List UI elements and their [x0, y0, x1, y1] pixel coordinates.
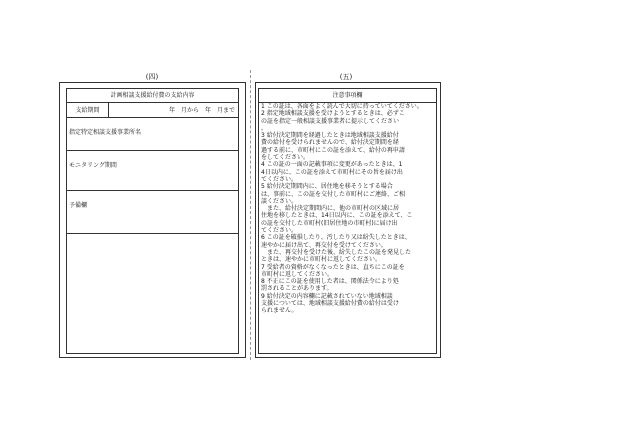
- benefit-title-row: [67, 89, 238, 103]
- office-label: 指定特定相談支援事業所名: [69, 129, 142, 136]
- note-line: 7 受給者の資格がなくなったときは、直ちにこの証を: [261, 263, 405, 271]
- note-line: 6 この証を破損したり、汚したり又は紛失したときは、: [261, 234, 411, 242]
- note-line: 。: [261, 124, 268, 132]
- note-line: の証を交付した市町村(旧居住地の市町村)に届け出: [261, 219, 398, 227]
- note-line: 1 この証は、各面をよく読んで大切に持っていてください。: [261, 103, 423, 110]
- caution-notes: [259, 103, 436, 353]
- benefit-table-title: 計画相談支援給付費の支給内容: [110, 92, 195, 99]
- note-line: 費の給付を受けられませんので、給付決定期間を経: [261, 139, 399, 147]
- office-section: [67, 118, 238, 151]
- benefit-content-table: [66, 88, 239, 354]
- note-line: られません。: [261, 307, 298, 315]
- note-line: また、再交付を受けた後、紛失したこの証を発見した: [261, 248, 412, 256]
- note-line: 4 この証の一面の記載事項に変更があったときは、1: [261, 161, 403, 169]
- note-line: 過する前に、市町村にこの証を添えて、給付の再申請: [261, 146, 405, 154]
- note-line: 3 給付決定期間を経過したときは地域相談支援給付: [261, 132, 399, 140]
- note-line: 市町村に返してください。: [261, 270, 334, 278]
- note-line: 罰されることがあります。: [261, 285, 333, 293]
- period-row: [67, 103, 238, 118]
- note-line: 5 給付決定期間内に、居住地を移そうとする場合: [261, 183, 393, 191]
- blank-section: [67, 234, 238, 354]
- note-line: 支援については、地域相談支援給付費の給付は受け: [261, 300, 399, 308]
- note-line: 2 指定地域相談支援を受けようとするときは、必ずこ: [261, 110, 405, 118]
- note-line: ときは、速やかに市町村に返してください。: [261, 256, 382, 264]
- note-line: 8 不正にこの証を使用した者は、関係法令により処: [261, 278, 399, 286]
- note-line: 住地を移したときは、14日以内に、この証を添えて、こ: [261, 212, 413, 220]
- note-line: 談ください。: [261, 197, 298, 205]
- caution-title: 注意事項欄: [332, 92, 363, 99]
- period-from: 年 月から: [168, 106, 199, 114]
- monitoring-label: モニタリング期間: [69, 162, 117, 169]
- period-to: 年 月まで: [204, 106, 235, 114]
- note-line: 速やかに届け出て、再交付を受けてください。: [261, 241, 387, 249]
- note-line: また、給付決定期間内に、他の市町村の区域に居: [261, 205, 400, 213]
- caution-title-row: [259, 89, 436, 103]
- center-fold-line: [250, 70, 251, 360]
- notes-label: 予備欄: [69, 202, 88, 209]
- note-line: は、事前に、この証を交付した市町村にご連絡、ご相: [261, 190, 406, 198]
- note-line: てください。: [261, 175, 298, 183]
- notes-section: [67, 191, 238, 234]
- note-line: をしてください。: [261, 154, 310, 162]
- monitoring-section: [67, 151, 238, 191]
- note-line: 4日以内に、この証を添えて市町村にその旨を届け出: [261, 168, 403, 176]
- note-line: 9 給付決定の内容欄に記載されていない地域相談: [261, 292, 393, 300]
- note-line: の証を指定一般相談支援事業者に提示してください: [261, 117, 400, 125]
- caution-table: [258, 88, 437, 354]
- right-page-number: (五): [339, 73, 353, 81]
- left-page-number: (四): [145, 73, 159, 81]
- note-line: てください。: [261, 227, 298, 235]
- period-label: 支給期間: [75, 106, 100, 114]
